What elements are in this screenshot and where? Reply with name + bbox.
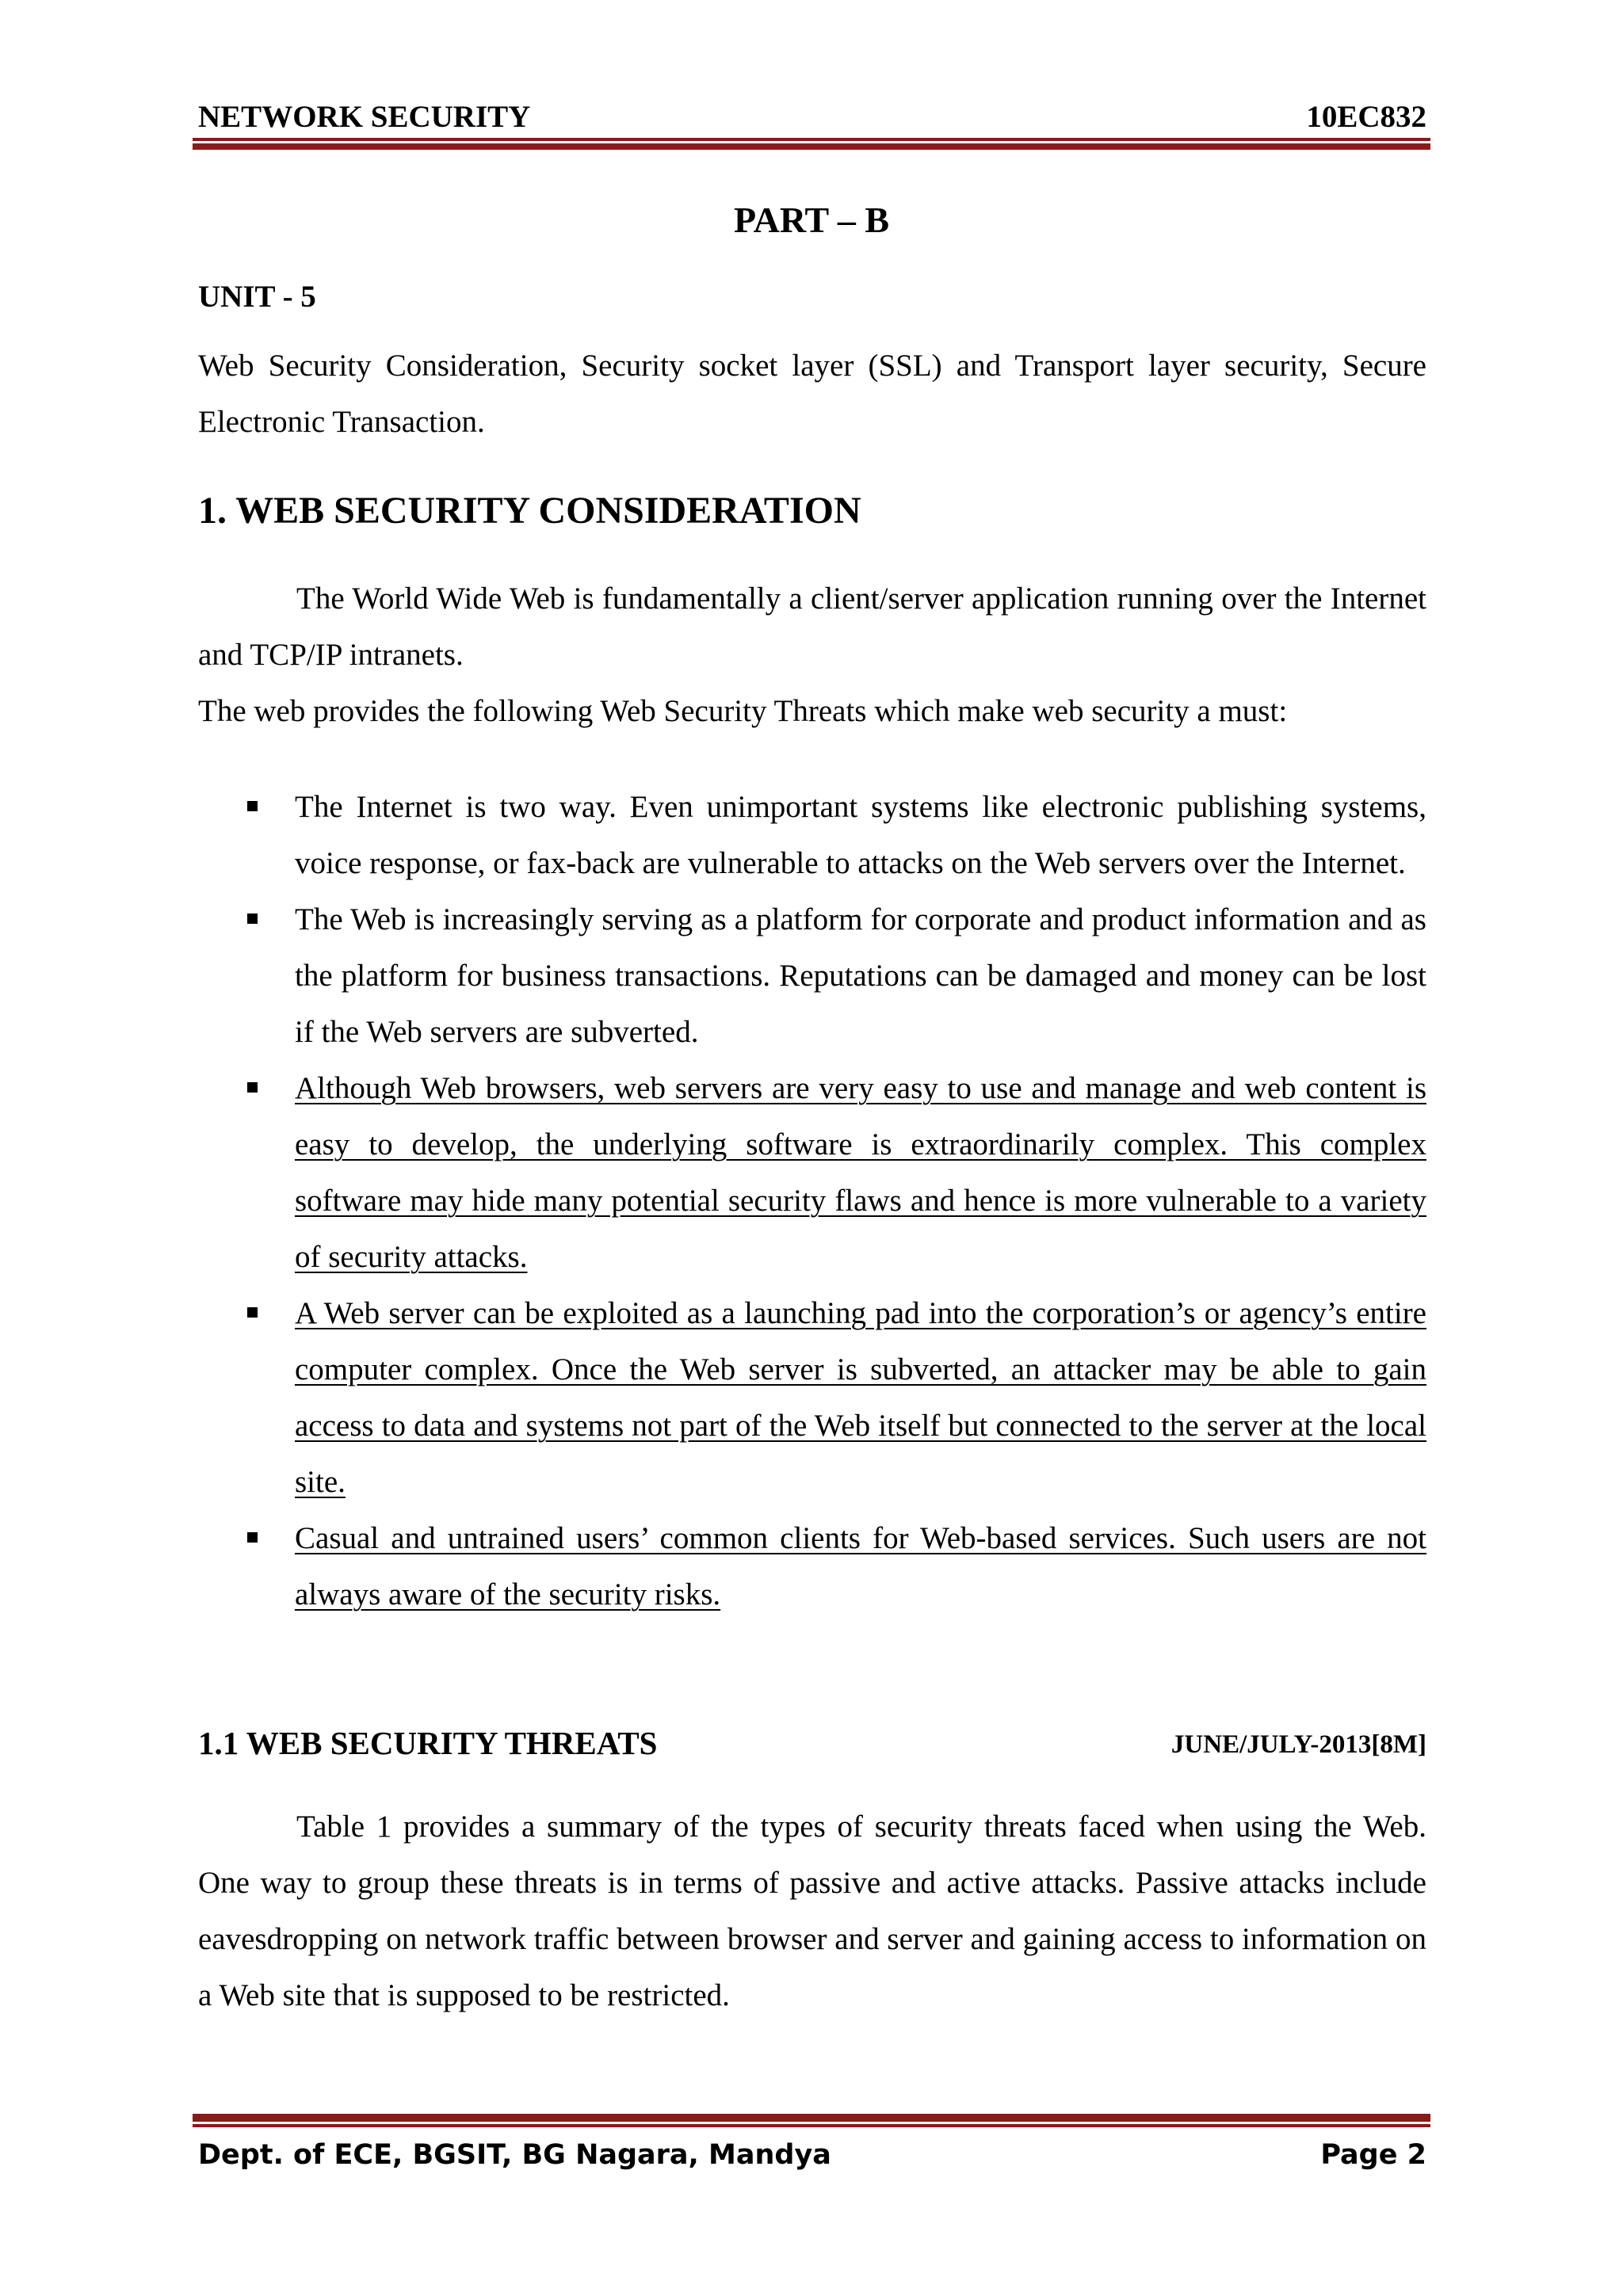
header-rule-thick xyxy=(193,143,1430,150)
list-item xyxy=(198,1060,1426,1285)
header-course-title: NETWORK SECURITY xyxy=(198,100,531,134)
section-paragraph-www: The World Wide Web is fundamentally a client/server application running over the Internet and TCP/IP intranets. xyxy=(198,582,1426,672)
section-paragraph-threats-intro: The web provides the following Web Security Threats which make web security a must: xyxy=(198,694,1288,728)
subsection-paragraph: Table 1 provides a summary of the types of security threats faced when using the Web. One way to group these threats is in terms of passive and active attacks. Passive attacks include eavesdropping on network traffic between browser and server and gaining access to information on a Web site that is supposed to be restricted. xyxy=(198,1810,1426,2012)
threat-bullet-list xyxy=(198,779,1426,1623)
page-number: Page 2 xyxy=(1320,2139,1426,2171)
unit-title: UNIT - 5 xyxy=(198,280,316,314)
bullet-text-underlined: Although Web browsers, web servers are very easy to use and manage and web content is easy to develop, the underlying software is extraordinarily complex. This complex software may hide many potential security flaws and hence is more vulnerable to a variety of security attacks. xyxy=(295,1071,1426,1274)
unit-syllabus-paragraph: Web Security Consideration, Security socket layer (SSL) and Transport layer security, Secure Electronic Transaction. xyxy=(198,349,1426,439)
header-course-code: 10EC832 xyxy=(1306,100,1426,134)
subsection-title: 1.1 WEB SECURITY THREATS xyxy=(198,1725,658,1761)
bullet-text: The Web is increasingly serving as a platform for corporate and product information and as the platform for business transactions. Reputations can be damaged and money can be lost if the Web servers are subverted. xyxy=(295,902,1426,1049)
page-footer xyxy=(198,2131,1426,2179)
exam-reference-tag: JUNE/JULY-2013[8M] xyxy=(1170,1730,1426,1759)
footer-rule-thick xyxy=(193,2114,1430,2122)
square-bullet-icon xyxy=(247,1082,258,1093)
footer-rule-thin xyxy=(193,2124,1430,2127)
list-item xyxy=(198,1285,1426,1510)
bullet-text-underlined: Casual and untrained users’ common clients for Web-based services. Such users are not always aware of the security risks. xyxy=(295,1521,1426,1611)
bullet-text: The Internet is two way. Even unimportant systems like electronic publishing systems, voice response, or fax-back are vulnerable to attacks on the Web servers over the Internet. xyxy=(295,790,1426,880)
list-item xyxy=(198,779,1426,891)
square-bullet-icon xyxy=(247,913,258,924)
subsection-heading xyxy=(198,1719,1426,1767)
part-title: PART – B xyxy=(733,200,890,240)
section-title: 1. WEB SECURITY CONSIDERATION xyxy=(198,490,861,532)
square-bullet-icon xyxy=(247,1307,258,1318)
bullet-text-underlined: A Web server can be exploited as a launching pad into the corporation’s or agency’s entire computer complex. Once the Web server is subverted, an attacker may be able to gain access to data and systems not part of the Web itself but connected to the server at the local site. xyxy=(295,1296,1426,1499)
square-bullet-icon xyxy=(247,801,258,811)
page-header xyxy=(198,93,1426,141)
list-item xyxy=(198,891,1426,1060)
square-bullet-icon xyxy=(247,1532,258,1543)
footer-department: Dept. of ECE, BGSIT, BG Nagara, Mandya xyxy=(198,2139,831,2171)
list-item xyxy=(198,1510,1426,1623)
header-rule-thin xyxy=(193,138,1430,141)
